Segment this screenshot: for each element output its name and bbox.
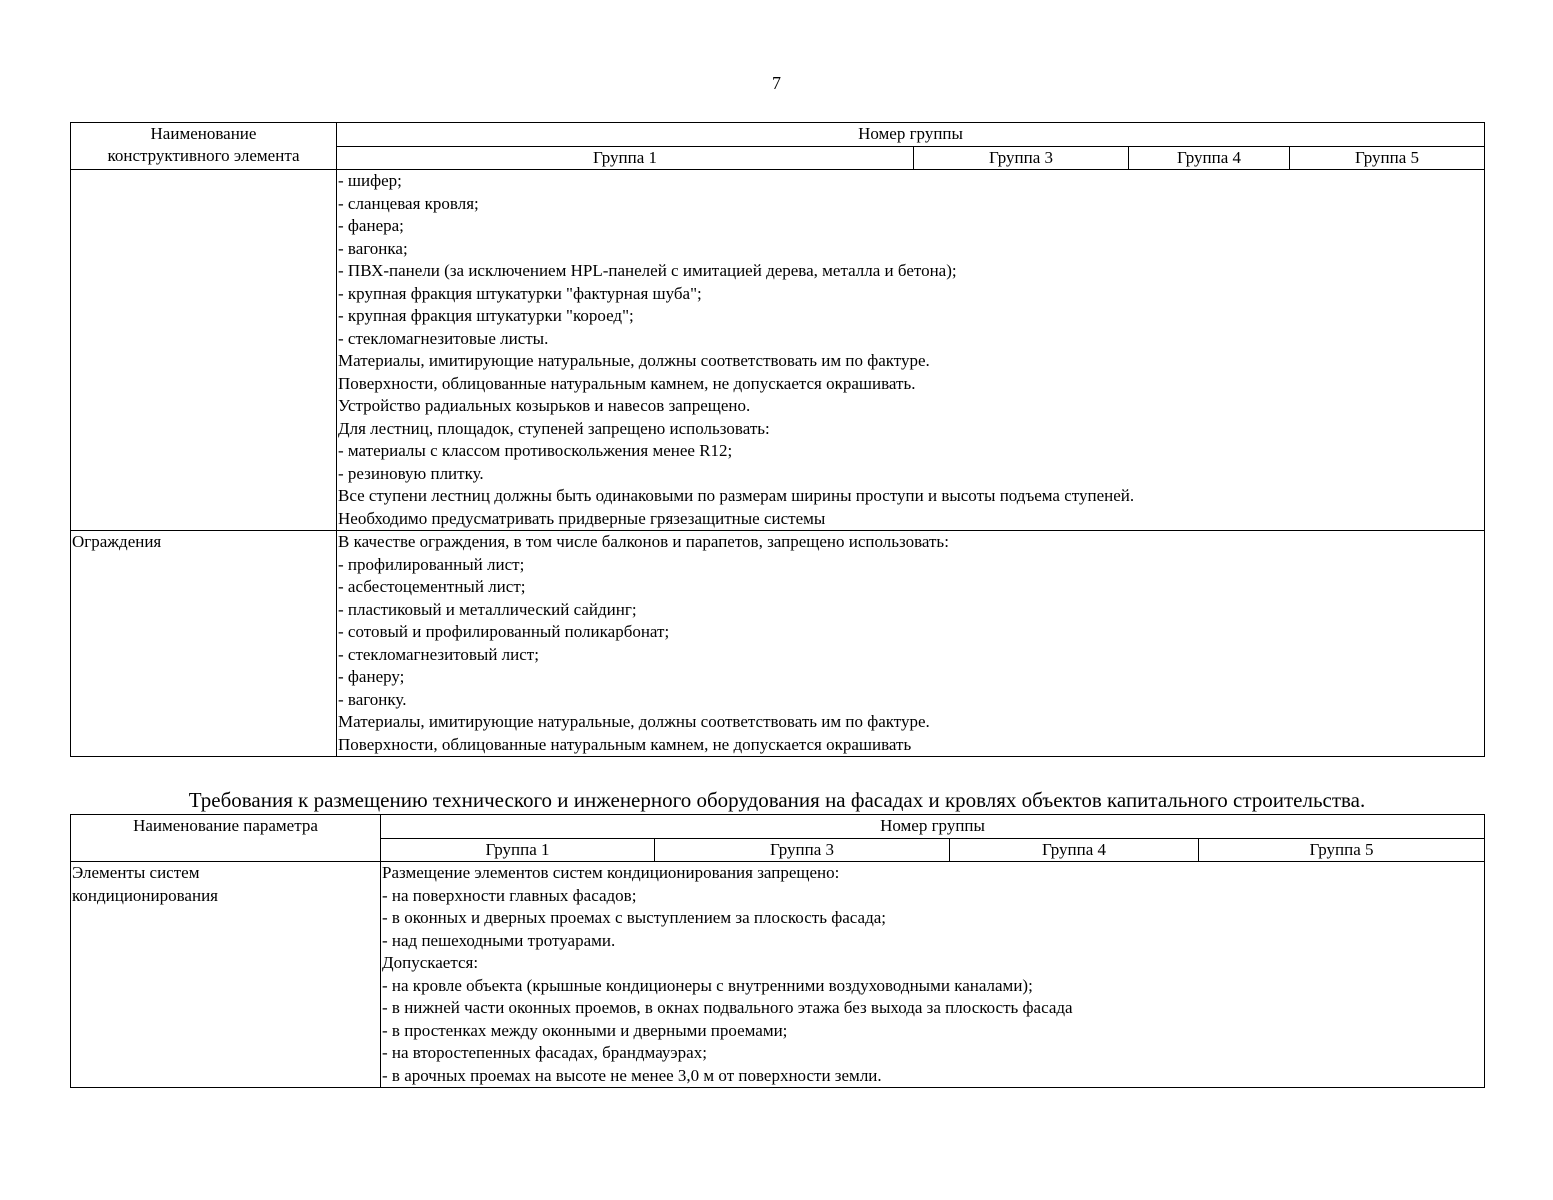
requirement-line: Устройство радиальных козырьков и навесов запрещено.	[338, 396, 751, 415]
requirement-line: - стекломагнезитовый лист;	[338, 644, 539, 664]
requirement-line: Допускается:	[382, 953, 479, 972]
requirement-line: - сотовый и профилированный поликарбонат;	[338, 622, 670, 641]
page-number: 7	[772, 73, 781, 93]
parameter-name-line2: кондиционирования	[72, 885, 218, 905]
requirement-line: Материалы, имитирующие натуральные, должны соответствовать им по фактуре.	[338, 712, 930, 731]
group-1-header: Группа 1	[337, 147, 914, 170]
construction-elements-table	[70, 122, 1485, 757]
requirement-line: - материалы с классом противоскольжения менее R12;	[338, 441, 733, 460]
element-name-cell	[71, 170, 337, 531]
requirements-cell	[337, 170, 1485, 531]
table-row	[71, 531, 1485, 757]
section-title: Требования к размещению технического и инженерного оборудования на фасадах и кровлях объектов капитального строительства.	[188, 788, 1366, 812]
requirement-line: - ПВХ-панели (за исключением HPL-панелей с имитацией дерева, металла и бетона);	[338, 261, 957, 280]
requirement-line: - в простенках между оконными и дверными проемами;	[382, 1020, 788, 1040]
requirement-line: Материалы, имитирующие натуральные, должны соответствовать им по фактуре.	[338, 351, 930, 370]
requirement-line: - резиновую плитку.	[338, 463, 484, 483]
requirement-line: - сланцевая кровля;	[338, 193, 479, 213]
group-5-header: Группа 5	[1290, 147, 1485, 170]
group-4-header: Группа 4	[1129, 147, 1290, 170]
table-row	[71, 862, 1485, 1088]
requirement-line: - над пешеходными тротуарами.	[382, 930, 616, 950]
requirement-line: Поверхности, облицованные натуральным камнем, не допускается окрашивать	[338, 734, 912, 754]
group-4-header: Группа 4	[950, 839, 1199, 862]
requirement-line: - на кровле объекта (крышные кондиционеры с внутренними воздуховодными каналами);	[382, 975, 1033, 995]
requirement-line: Размещение элементов систем кондиционирования запрещено:	[382, 863, 840, 882]
requirement-line: Необходимо предусматривать придверные грязезащитные системы	[338, 508, 826, 528]
table-row	[71, 170, 1485, 531]
group-1-header: Группа 1	[381, 839, 655, 862]
parameter-name-cell	[71, 862, 381, 1088]
requirement-line: - стекломагнезитовые листы.	[338, 328, 549, 348]
parameter-name-header: Наименование параметра	[71, 815, 381, 862]
element-name-header-line2: конструктивного элемента	[107, 146, 300, 165]
requirement-line: - в нижней части оконных проемов, в окнах подвального этажа без выхода за плоскость фасада	[382, 998, 1073, 1017]
requirement-line: - в оконных и дверных проемах с выступлением за плоскость фасада;	[382, 908, 886, 927]
requirement-line: - крупная фракция штукатурки "фактурная шуба";	[338, 283, 702, 303]
requirement-line: - вагонку.	[338, 689, 407, 709]
element-name-header	[71, 123, 337, 170]
requirement-line: - на второстепенных фасадах, брандмауэрах;	[382, 1043, 707, 1062]
group-number-header: Номер группы	[381, 815, 1485, 839]
requirements-cell	[381, 862, 1485, 1088]
element-name-cell: Ограждения	[71, 531, 337, 757]
requirement-line: Для лестниц, площадок, ступеней запрещено использовать:	[338, 418, 770, 438]
parameter-name-line1: Элементы систем	[72, 863, 200, 882]
requirement-line: - пластиковый и металлический сайдинг;	[338, 599, 637, 619]
element-name-header-line1: Наименование	[150, 124, 257, 143]
requirement-line: - крупная фракция штукатурки "короед";	[338, 306, 634, 325]
group-number-header: Номер группы	[337, 123, 1485, 147]
requirement-line: - в арочных проемах на высоте не менее 3,0 м от поверхности земли.	[382, 1065, 882, 1085]
requirement-line: - асбестоцементный лист;	[338, 577, 526, 596]
requirement-line: - фанеру;	[338, 667, 405, 686]
requirement-line: - шифер;	[338, 171, 402, 190]
requirement-line: - профилированный лист;	[338, 554, 525, 574]
equipment-placement-table	[70, 814, 1485, 1088]
requirement-line: - фанера;	[338, 216, 404, 235]
requirement-line: В качестве ограждения, в том числе балконов и парапетов, запрещено использовать:	[338, 532, 949, 551]
requirement-line: Все ступени лестниц должны быть одинаковыми по размерам ширины проступи и высоты подъема ступеней.	[338, 486, 1135, 505]
requirements-cell	[337, 531, 1485, 757]
requirement-line: - вагонка;	[338, 238, 408, 258]
requirement-line: Поверхности, облицованные натуральным камнем, не допускается окрашивать.	[338, 373, 916, 393]
requirement-line: - на поверхности главных фасадов;	[382, 885, 637, 905]
group-3-header: Группа 3	[655, 839, 950, 862]
group-3-header: Группа 3	[914, 147, 1129, 170]
group-5-header: Группа 5	[1199, 839, 1485, 862]
